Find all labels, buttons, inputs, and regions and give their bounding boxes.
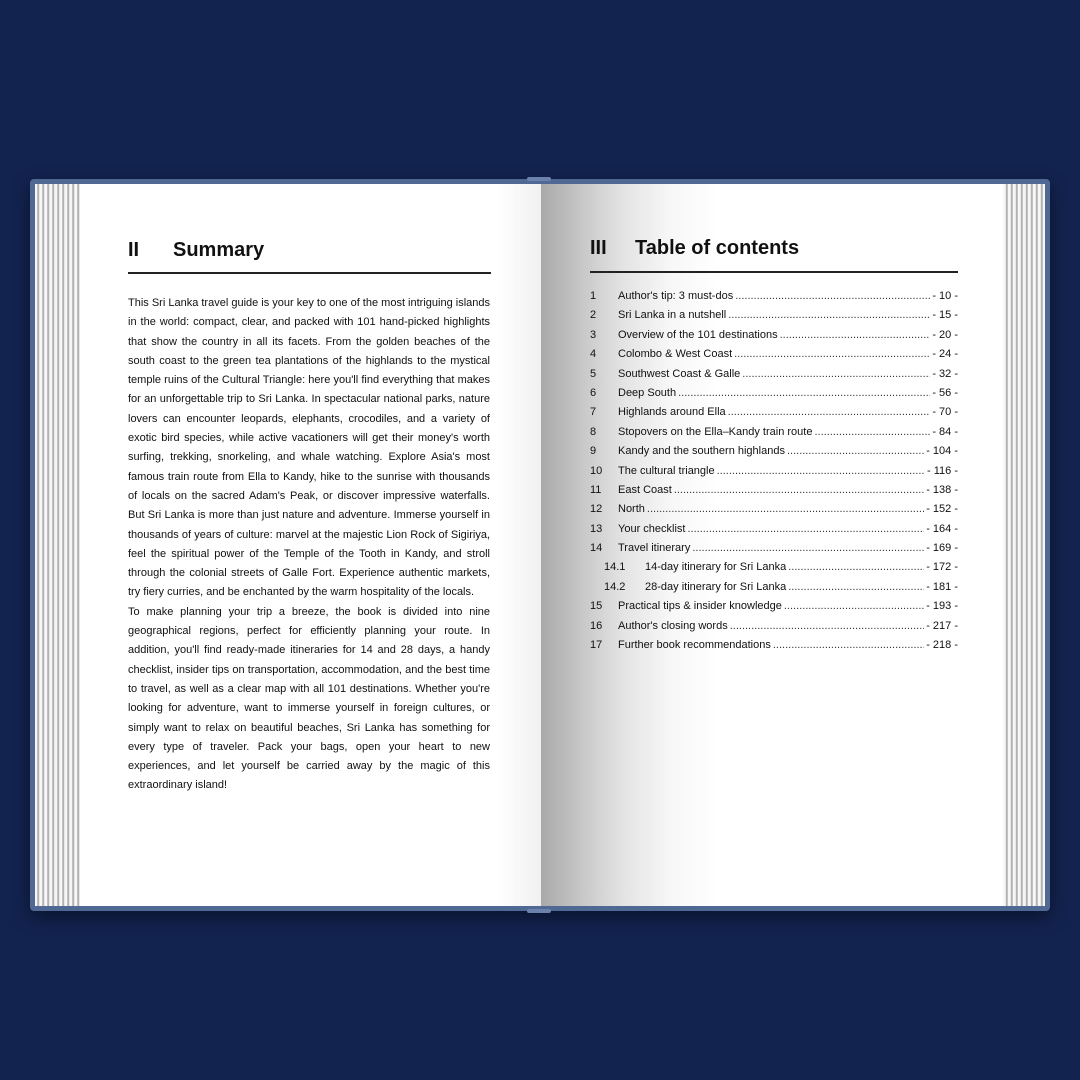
toc-entry-title: Kandy and the southern highlands bbox=[618, 445, 785, 458]
toc-entry-title: Author's closing words bbox=[618, 619, 728, 632]
toc-entry[interactable] bbox=[590, 445, 958, 464]
toc-leader-dots bbox=[730, 620, 924, 632]
toc-entry-title: The cultural triangle bbox=[618, 464, 715, 477]
toc-leader-dots bbox=[735, 290, 930, 302]
toc-entry[interactable] bbox=[590, 426, 958, 445]
toc-leader-dots bbox=[788, 581, 924, 593]
toc-entry[interactable] bbox=[590, 503, 958, 522]
toc-entry-number: 16 bbox=[590, 619, 603, 632]
toc-entry[interactable] bbox=[590, 368, 958, 387]
toc-entry[interactable] bbox=[590, 387, 958, 406]
toc-entry-title: Author's tip: 3 must-dos bbox=[618, 290, 734, 302]
toc-leader-dots bbox=[674, 484, 924, 496]
toc-entry-page: - 24 - bbox=[932, 348, 958, 361]
toc-entry-title: Colombo & West Coast bbox=[618, 348, 733, 361]
toc-entry-number: 11 bbox=[590, 483, 602, 496]
toc-leader-dots bbox=[687, 523, 924, 535]
toc-entry-page: - 104 - bbox=[926, 445, 958, 458]
toc-entry-number: 4 bbox=[590, 348, 597, 361]
toc-heading bbox=[590, 237, 799, 260]
toc-entry-title: Stopovers on the Ella–Kandy train route bbox=[618, 425, 813, 438]
toc-leader-dots bbox=[692, 542, 924, 554]
toc-entry-page: - 116 - bbox=[927, 464, 958, 477]
toc-entry-page: - 70 - bbox=[932, 406, 958, 419]
toc-heading-rule bbox=[590, 271, 958, 273]
toc-subentry[interactable] bbox=[590, 581, 958, 600]
toc-entry-number: 5 bbox=[590, 367, 597, 380]
toc-leader-dots bbox=[773, 639, 924, 651]
toc-entry-page: - 181 - bbox=[926, 580, 958, 593]
toc-entry-page: - 172 - bbox=[926, 561, 958, 574]
toc-entry-title: Practical tips & insider knowledge bbox=[618, 600, 782, 613]
summary-paragraph: This Sri Lanka travel guide is your key to one of the most intriguing islands in the world: compact, clear, and packed with 101 hand-picked highlights that show the country in all its facets. From the golden beaches of the south coast to the green tea plantations of the highlands to the mystical temple ruins of the Cultural Triangle: here you'll find everything that makes for an unforgettable trip to Sri Lanka. In spectacular national parks, nature lovers can encounter leopards, elephants, crocodiles, and a variety of exotic bird species, while active vacationers will get their money's worth surfing, trekking, snorkeling, and whale watching. Explore Asia's most famous train route from Ella to Kandy, hike to the sunrise with thousands of locals on the sacred Adam's Peak, or discover impressive waterfalls. But Sri Lanka is more than just nature and adventure. Immerse yourself in thousands of years of culture: marvel at the majestic Lion Rock of Sigiriya, feel the spiritual power of the Temple of the Tooth in Kandy, and stroll through the colonial streets of Galle Fort. Experience authentic markets, try fiery curries, and be enchanted by the warm hospitality of the locals. bbox=[128, 297, 490, 599]
toc-entry[interactable] bbox=[590, 639, 958, 658]
toc-entry-title: 28-day itinerary for Sri Lanka bbox=[645, 580, 787, 593]
toc-entry[interactable] bbox=[590, 523, 958, 542]
toc-entry-title: Sri Lanka in a nutshell bbox=[618, 309, 727, 322]
toc-entry[interactable] bbox=[590, 620, 958, 639]
toc-entry-number: 6 bbox=[590, 386, 597, 399]
toc-heading-number: III bbox=[590, 237, 607, 259]
toc-entry-number: 13 bbox=[590, 522, 603, 535]
toc-entry-number: 1 bbox=[590, 290, 597, 302]
toc-leader-dots bbox=[814, 426, 930, 438]
left-page bbox=[80, 184, 542, 906]
summary-heading bbox=[128, 239, 264, 262]
toc-entry[interactable] bbox=[590, 309, 958, 328]
toc-entry-number: 14 bbox=[590, 542, 603, 555]
toc-entry-page: - 56 - bbox=[932, 386, 958, 399]
toc-entry-title: Southwest Coast & Galle bbox=[618, 367, 741, 380]
toc-leader-dots bbox=[678, 387, 930, 399]
toc-entry-title: North bbox=[618, 503, 645, 516]
open-book bbox=[30, 179, 1050, 911]
toc-heading-title: Table of contents bbox=[635, 237, 800, 259]
toc-entry-title: Overview of the 101 destinations bbox=[618, 328, 778, 341]
toc-subentry[interactable] bbox=[590, 561, 958, 580]
toc-entry-page: - 84 - bbox=[932, 425, 958, 438]
toc-entry-page: - 10 - bbox=[932, 290, 958, 302]
toc-leader-dots bbox=[728, 309, 930, 321]
toc-entry-number: 12 bbox=[590, 503, 603, 516]
toc-entry-title: Deep South bbox=[618, 386, 677, 399]
toc-entry[interactable] bbox=[590, 348, 958, 367]
toc-entry-page: - 15 - bbox=[932, 309, 958, 322]
toc-entry-number: 2 bbox=[590, 309, 597, 322]
toc-entry[interactable] bbox=[590, 290, 958, 309]
toc-leader-dots bbox=[788, 561, 924, 573]
toc-leader-dots bbox=[717, 465, 925, 477]
summary-body bbox=[128, 294, 490, 796]
toc-leader-dots bbox=[728, 406, 931, 418]
toc-entry[interactable] bbox=[590, 484, 958, 503]
toc-entry-number: 7 bbox=[590, 406, 597, 419]
toc-entry-title: East Coast bbox=[618, 483, 672, 496]
toc-entry-title: Travel itinerary bbox=[618, 542, 691, 555]
toc-entry-title: 14-day itinerary for Sri Lanka bbox=[645, 561, 787, 574]
toc-entry-page: - 138 - bbox=[926, 483, 958, 496]
toc-entry-number: 15 bbox=[590, 600, 603, 613]
toc-entry-number: 10 bbox=[590, 464, 603, 477]
toc-leader-dots bbox=[734, 348, 930, 360]
right-page-edges bbox=[999, 184, 1045, 906]
toc-entry-page: - 20 - bbox=[932, 328, 958, 341]
toc-entry-title: Further book recommendations bbox=[618, 639, 771, 652]
toc-entry-page: - 152 - bbox=[926, 503, 958, 516]
right-page bbox=[541, 184, 1003, 906]
toc-entry[interactable] bbox=[590, 542, 958, 561]
table-of-contents bbox=[590, 290, 958, 658]
spine-bottom-mark bbox=[527, 909, 551, 913]
toc-entry-title: Your checklist bbox=[618, 522, 686, 535]
toc-entry-page: - 32 - bbox=[932, 367, 958, 380]
toc-entry-page: - 218 - bbox=[926, 639, 958, 652]
toc-leader-dots bbox=[780, 329, 931, 341]
toc-entry-number: 14.2 bbox=[604, 580, 626, 593]
left-page-edges bbox=[35, 184, 81, 906]
toc-entry-page: - 169 - bbox=[926, 542, 958, 555]
summary-heading-number: II bbox=[128, 239, 140, 261]
toc-entry-page: - 217 - bbox=[926, 619, 958, 632]
toc-entry[interactable] bbox=[590, 600, 958, 619]
toc-leader-dots bbox=[787, 445, 924, 457]
spine-top-mark bbox=[527, 177, 551, 181]
toc-leader-dots bbox=[742, 368, 930, 380]
toc-entry[interactable] bbox=[590, 329, 958, 348]
summary-paragraph: To make planning your trip a breeze, the book is divided into nine geographical regions, perfect for efficiently planning your route. In addition, you'll find ready-made itineraries for 14 and 28 days, a handy checklist, insider tips on transportation, accommodation, and the best time to travel, as well as a clear map with all 101 destinations. Whether you're looking for adventure, want to immerse yourself in foreign cultures, or simply want to relax on beautiful beaches, Sri Lanka has something for every type of traveler. Pack your bags, open your heart to new experiences, and let yourself be carried away by the magic of this extraordinary island! bbox=[128, 605, 490, 792]
toc-entry-number: 8 bbox=[590, 425, 597, 438]
toc-entry-number: 9 bbox=[590, 445, 597, 458]
summary-heading-rule bbox=[128, 272, 491, 274]
toc-entry-page: - 193 - bbox=[926, 600, 958, 613]
toc-entry-title: Highlands around Ella bbox=[618, 406, 726, 419]
summary-heading-title: Summary bbox=[173, 239, 265, 261]
toc-entry-number: 17 bbox=[590, 639, 603, 652]
toc-entry[interactable] bbox=[590, 465, 958, 484]
toc-entry-number: 14.1 bbox=[604, 561, 626, 574]
toc-leader-dots bbox=[647, 503, 924, 515]
toc-entry-page: - 164 - bbox=[926, 522, 958, 535]
toc-entry[interactable] bbox=[590, 406, 958, 425]
toc-entry-number: 3 bbox=[590, 328, 597, 341]
toc-leader-dots bbox=[784, 600, 924, 612]
